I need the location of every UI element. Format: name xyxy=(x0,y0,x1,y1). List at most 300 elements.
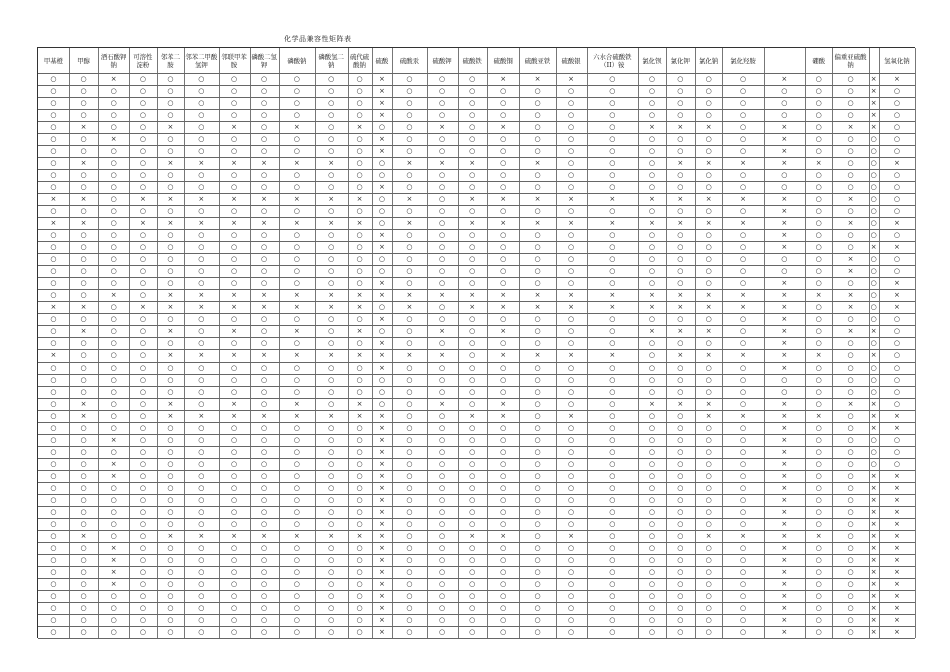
incompatible-mark: × xyxy=(50,303,57,312)
incompatible-mark: × xyxy=(870,243,877,252)
compatible-mark: ○ xyxy=(167,183,174,192)
compatible-mark: ○ xyxy=(406,99,413,108)
incompatible-mark: × xyxy=(781,579,788,588)
compatible-mark: ○ xyxy=(139,183,146,192)
compatible-mark: ○ xyxy=(534,267,541,276)
compatible-mark: ○ xyxy=(80,459,87,468)
compatible-mark: ○ xyxy=(609,243,616,252)
incompatible-mark: × xyxy=(534,75,541,83)
compatible-mark: ○ xyxy=(261,375,268,384)
compatible-mark: ○ xyxy=(568,567,575,576)
compatible-mark: ○ xyxy=(50,111,57,120)
compatible-mark: ○ xyxy=(110,255,117,264)
incompatible-mark: × xyxy=(705,291,712,300)
compatible-mark: ○ xyxy=(50,567,57,576)
compatible-mark: ○ xyxy=(406,339,413,348)
compatible-mark: ○ xyxy=(648,111,655,120)
compatible-mark: ○ xyxy=(261,627,268,636)
compatible-mark: ○ xyxy=(261,615,268,624)
compatible-mark: ○ xyxy=(847,243,854,252)
incompatible-mark: × xyxy=(356,123,363,132)
compatible-mark: ○ xyxy=(328,231,335,240)
compatible-mark: ○ xyxy=(609,387,616,396)
compatible-mark: ○ xyxy=(356,447,363,456)
compatible-mark: ○ xyxy=(261,435,268,444)
compatible-mark: ○ xyxy=(198,567,205,576)
compatible-mark: ○ xyxy=(110,87,117,96)
compatible-mark: ○ xyxy=(781,255,788,264)
incompatible-mark: × xyxy=(893,555,900,564)
compatible-mark: ○ xyxy=(110,279,117,288)
incompatible-mark: × xyxy=(677,195,684,204)
compatible-mark: ○ xyxy=(230,339,238,348)
compatible-mark: ○ xyxy=(815,627,822,636)
compatible-mark: ○ xyxy=(406,495,413,504)
compatible-mark: ○ xyxy=(870,207,877,216)
compatible-mark: ○ xyxy=(469,399,476,408)
incompatible-mark: × xyxy=(378,75,385,83)
compatible-mark: ○ xyxy=(609,255,616,264)
compatible-mark: ○ xyxy=(534,375,541,384)
compatible-mark: ○ xyxy=(198,399,205,408)
incompatible-mark: × xyxy=(378,483,385,492)
compatible-mark: ○ xyxy=(198,183,205,192)
incompatible-mark: × xyxy=(705,303,712,312)
incompatible-mark: × xyxy=(781,147,788,156)
compatible-mark: ○ xyxy=(110,399,117,408)
incompatible-mark: × xyxy=(378,603,385,612)
compatible-mark: ○ xyxy=(677,171,684,180)
compatible-mark: ○ xyxy=(847,231,854,240)
incompatible-mark: × xyxy=(328,351,335,360)
incompatible-mark: × xyxy=(167,291,174,300)
compatible-mark: ○ xyxy=(500,495,507,504)
incompatible-mark: × xyxy=(328,531,335,540)
compatible-mark: ○ xyxy=(677,207,684,216)
compatible-mark: ○ xyxy=(356,591,363,600)
compatible-mark: ○ xyxy=(648,267,655,276)
incompatible-mark: × xyxy=(231,411,237,420)
compatible-mark: ○ xyxy=(439,267,446,276)
incompatible-mark: × xyxy=(677,399,684,408)
compatible-mark: ○ xyxy=(406,543,413,552)
compatible-mark: ○ xyxy=(893,195,900,204)
incompatible-mark: × xyxy=(231,327,237,336)
compatible-mark: ○ xyxy=(261,99,268,108)
compatible-mark: ○ xyxy=(167,507,174,516)
compatible-mark: ○ xyxy=(406,363,413,372)
compatible-mark: ○ xyxy=(568,435,575,444)
incompatible-mark: × xyxy=(356,351,363,360)
compatible-mark: ○ xyxy=(50,603,57,612)
compatible-mark: ○ xyxy=(110,615,117,624)
compatible-mark: ○ xyxy=(677,435,684,444)
compatible-mark: ○ xyxy=(870,183,877,192)
compatible-mark: ○ xyxy=(293,459,300,468)
incompatible-mark: × xyxy=(500,327,507,336)
compatible-mark: ○ xyxy=(893,135,900,144)
compatible-mark: ○ xyxy=(293,555,300,564)
compatible-mark: ○ xyxy=(893,111,900,120)
compatible-mark: ○ xyxy=(139,495,146,504)
compatible-mark: ○ xyxy=(705,183,712,192)
compatible-mark: ○ xyxy=(356,375,363,384)
compatible-mark: ○ xyxy=(50,207,57,216)
compatible-mark: ○ xyxy=(406,255,413,264)
compatible-mark: ○ xyxy=(847,579,854,588)
compatible-mark: ○ xyxy=(139,339,146,348)
compatible-mark: ○ xyxy=(406,279,413,288)
compatible-mark: ○ xyxy=(356,423,363,432)
column-header: 硫酸铜 xyxy=(493,56,513,65)
compatible-mark: ○ xyxy=(739,123,747,132)
column-header: 硼酸 xyxy=(812,56,826,65)
compatible-mark: ○ xyxy=(739,507,747,516)
compatible-mark: ○ xyxy=(439,255,446,264)
compatible-mark: ○ xyxy=(439,483,446,492)
incompatible-mark: × xyxy=(293,327,300,336)
incompatible-mark: × xyxy=(198,351,205,360)
incompatible-mark: × xyxy=(870,351,877,360)
incompatible-mark: × xyxy=(815,159,822,168)
compatible-mark: ○ xyxy=(609,87,616,96)
compatible-mark: ○ xyxy=(893,183,900,192)
compatible-mark: ○ xyxy=(739,327,747,336)
incompatible-mark: × xyxy=(378,243,385,252)
compatible-mark: ○ xyxy=(230,387,238,396)
compatible-mark: ○ xyxy=(406,471,413,480)
compatible-mark: ○ xyxy=(356,231,363,240)
compatible-mark: ○ xyxy=(50,291,57,300)
incompatible-mark: × xyxy=(198,411,205,420)
compatible-mark: ○ xyxy=(705,375,712,384)
compatible-mark: ○ xyxy=(609,615,616,624)
column-header: 硫酸亚铁 xyxy=(524,56,551,65)
incompatible-mark: × xyxy=(568,531,574,540)
incompatible-mark: × xyxy=(847,255,854,264)
compatible-mark: ○ xyxy=(50,555,57,564)
compatible-mark: ○ xyxy=(378,219,385,228)
compatible-mark: ○ xyxy=(469,519,476,528)
compatible-mark: ○ xyxy=(677,471,684,480)
compatible-mark: ○ xyxy=(167,615,174,624)
compatible-mark: ○ xyxy=(406,459,413,468)
compatible-mark: ○ xyxy=(328,519,335,528)
compatible-mark: ○ xyxy=(406,147,413,156)
compatible-mark: ○ xyxy=(328,423,335,432)
compatible-mark: ○ xyxy=(139,207,146,216)
compatible-mark: ○ xyxy=(500,447,507,456)
compatible-mark: ○ xyxy=(293,267,300,276)
compatible-mark: ○ xyxy=(328,315,335,324)
compatible-mark: ○ xyxy=(648,507,655,516)
compatible-mark: ○ xyxy=(568,615,575,624)
compatible-mark: ○ xyxy=(261,579,268,588)
compatible-mark: ○ xyxy=(534,363,541,372)
compatible-mark: ○ xyxy=(406,483,413,492)
compatible-mark: ○ xyxy=(110,171,117,180)
compatible-mark: ○ xyxy=(356,483,363,492)
compatible-mark: ○ xyxy=(739,255,747,264)
compatible-mark: ○ xyxy=(439,339,446,348)
incompatible-mark: × xyxy=(231,219,237,228)
compatible-mark: ○ xyxy=(439,75,446,83)
incompatible-mark: × xyxy=(80,123,87,132)
column-header: 硫酸 xyxy=(375,56,389,65)
compatible-mark: ○ xyxy=(110,303,117,312)
compatible-mark: ○ xyxy=(500,135,507,144)
compatible-mark: ○ xyxy=(705,627,712,636)
compatible-mark: ○ xyxy=(847,591,854,600)
compatible-mark: ○ xyxy=(534,123,541,132)
compatible-mark: ○ xyxy=(677,183,684,192)
compatible-mark: ○ xyxy=(893,87,900,96)
compatible-mark: ○ xyxy=(893,99,900,108)
compatible-mark: ○ xyxy=(198,135,205,144)
compatible-mark: ○ xyxy=(439,135,446,144)
incompatible-mark: × xyxy=(893,627,900,636)
compatible-mark: ○ xyxy=(406,615,413,624)
incompatible-mark: × xyxy=(356,411,363,420)
compatible-mark: ○ xyxy=(293,591,300,600)
compatible-mark: ○ xyxy=(677,543,684,552)
compatible-mark: ○ xyxy=(80,615,87,624)
compatible-mark: ○ xyxy=(198,339,205,348)
compatible-mark: ○ xyxy=(439,627,446,636)
compatible-mark: ○ xyxy=(139,615,146,624)
compatible-mark: ○ xyxy=(328,279,335,288)
incompatible-mark: × xyxy=(378,531,385,540)
compatible-mark: ○ xyxy=(198,423,205,432)
compatible-mark: ○ xyxy=(609,159,616,168)
incompatible-mark: × xyxy=(648,123,655,132)
compatible-mark: ○ xyxy=(609,567,616,576)
compatible-mark: ○ xyxy=(648,591,655,600)
compatible-mark: ○ xyxy=(705,135,712,144)
compatible-mark: ○ xyxy=(469,267,476,276)
compatible-mark: ○ xyxy=(469,351,476,360)
incompatible-mark: × xyxy=(705,219,712,228)
compatible-mark: ○ xyxy=(815,603,822,612)
incompatible-mark: × xyxy=(167,195,174,204)
compatible-mark: ○ xyxy=(356,471,363,480)
incompatible-mark: × xyxy=(406,351,413,360)
compatible-mark: ○ xyxy=(110,231,117,240)
incompatible-mark: × xyxy=(50,351,57,360)
compatible-mark: ○ xyxy=(870,303,877,312)
incompatible-mark: × xyxy=(677,123,684,132)
compatible-mark: ○ xyxy=(739,171,747,180)
compatible-mark: ○ xyxy=(469,135,476,144)
compatible-mark: ○ xyxy=(500,231,507,240)
compatible-mark: ○ xyxy=(847,411,854,420)
incompatible-mark: × xyxy=(378,291,385,300)
incompatible-mark: × xyxy=(893,243,900,252)
compatible-mark: ○ xyxy=(50,135,57,144)
incompatible-mark: × xyxy=(781,315,788,324)
compatible-mark: ○ xyxy=(469,315,476,324)
compatible-mark: ○ xyxy=(677,459,684,468)
compatible-mark: ○ xyxy=(167,375,174,384)
compatible-mark: ○ xyxy=(293,519,300,528)
incompatible-mark: × xyxy=(378,459,385,468)
compatible-mark: ○ xyxy=(469,339,476,348)
compatible-mark: ○ xyxy=(261,447,268,456)
compatible-mark: ○ xyxy=(328,591,335,600)
compatible-mark: ○ xyxy=(439,363,446,372)
compatible-mark: ○ xyxy=(609,603,616,612)
incompatible-mark: × xyxy=(439,327,446,336)
compatible-mark: ○ xyxy=(110,507,117,516)
compatible-mark: ○ xyxy=(293,387,300,396)
compatible-mark: ○ xyxy=(648,567,655,576)
compatible-mark: ○ xyxy=(739,495,747,504)
compatible-mark: ○ xyxy=(110,195,117,204)
incompatible-mark: × xyxy=(705,351,712,360)
incompatible-mark: × xyxy=(870,543,877,552)
compatible-mark: ○ xyxy=(469,459,476,468)
compatible-mark: ○ xyxy=(198,231,205,240)
compatible-mark: ○ xyxy=(110,99,117,108)
compatible-mark: ○ xyxy=(198,495,205,504)
compatible-mark: ○ xyxy=(230,579,238,588)
compatible-mark: ○ xyxy=(893,255,900,264)
compatible-mark: ○ xyxy=(847,555,854,564)
incompatible-mark: × xyxy=(469,411,476,420)
compatible-mark: ○ xyxy=(469,483,476,492)
compatible-mark: ○ xyxy=(198,171,205,180)
incompatible-mark: × xyxy=(139,303,146,312)
compatible-mark: ○ xyxy=(167,543,174,552)
compatible-mark: ○ xyxy=(80,507,87,516)
compatible-mark: ○ xyxy=(500,255,507,264)
compatible-mark: ○ xyxy=(870,135,877,144)
compatible-mark: ○ xyxy=(230,255,238,264)
compatible-mark: ○ xyxy=(870,435,877,444)
incompatible-mark: × xyxy=(781,627,788,636)
compatible-mark: ○ xyxy=(139,627,146,636)
compatible-mark: ○ xyxy=(568,387,575,396)
incompatible-mark: × xyxy=(609,351,616,360)
incompatible-mark: × xyxy=(870,591,877,600)
compatible-mark: ○ xyxy=(739,483,747,492)
compatible-mark: ○ xyxy=(167,435,174,444)
compatible-mark: ○ xyxy=(167,147,174,156)
incompatible-mark: × xyxy=(893,567,900,576)
incompatible-mark: × xyxy=(781,507,788,516)
column-header: 酒石酸钾钠 xyxy=(100,52,127,69)
compatible-mark: ○ xyxy=(328,471,335,480)
compatible-mark: ○ xyxy=(293,315,300,324)
compatible-mark: ○ xyxy=(739,423,747,432)
compatible-mark: ○ xyxy=(328,555,335,564)
compatible-mark: ○ xyxy=(139,387,146,396)
compatible-mark: ○ xyxy=(328,147,335,156)
compatible-mark: ○ xyxy=(230,87,238,96)
incompatible-mark: × xyxy=(378,339,385,348)
incompatible-mark: × xyxy=(705,159,712,168)
incompatible-mark: × xyxy=(870,495,877,504)
compatible-mark: ○ xyxy=(677,147,684,156)
compatible-mark: ○ xyxy=(328,339,335,348)
compatible-mark: ○ xyxy=(293,99,300,108)
compatible-mark: ○ xyxy=(609,459,616,468)
compatible-mark: ○ xyxy=(469,243,476,252)
compatible-mark: ○ xyxy=(261,243,268,252)
incompatible-mark: × xyxy=(378,435,385,444)
incompatible-mark: × xyxy=(893,219,900,228)
incompatible-mark: × xyxy=(231,291,237,300)
incompatible-mark: × xyxy=(781,591,788,600)
compatible-mark: ○ xyxy=(815,543,822,552)
compatible-mark: ○ xyxy=(781,267,788,276)
compatible-mark: ○ xyxy=(198,615,205,624)
incompatible-mark: × xyxy=(781,555,788,564)
compatible-mark: ○ xyxy=(328,99,335,108)
compatible-mark: ○ xyxy=(870,459,877,468)
incompatible-mark: × xyxy=(870,531,877,540)
compatible-mark: ○ xyxy=(356,387,363,396)
column-header: 偏重亚硫酸钠 xyxy=(834,52,867,69)
column-header: 六水合硫酸铁（II）铵 xyxy=(593,52,632,69)
compatible-mark: ○ xyxy=(378,303,385,312)
compatible-mark: ○ xyxy=(230,555,238,564)
incompatible-mark: × xyxy=(50,219,57,228)
incompatible-mark: × xyxy=(80,327,87,336)
compatible-mark: ○ xyxy=(705,279,712,288)
compatible-mark: ○ xyxy=(328,135,335,144)
column-header: 磷酸钠 xyxy=(287,56,307,65)
compatible-mark: ○ xyxy=(167,75,174,83)
incompatible-mark: × xyxy=(406,159,413,168)
compatible-mark: ○ xyxy=(609,99,616,108)
compatible-mark: ○ xyxy=(439,555,446,564)
incompatible-mark: × xyxy=(439,291,446,300)
compatible-mark: ○ xyxy=(293,507,300,516)
compatible-mark: ○ xyxy=(198,387,205,396)
compatible-mark: ○ xyxy=(110,375,117,384)
compatible-mark: ○ xyxy=(893,387,900,396)
compatible-mark: ○ xyxy=(50,519,57,528)
compatible-mark: ○ xyxy=(500,615,507,624)
compatible-mark: ○ xyxy=(139,147,146,156)
compatible-mark: ○ xyxy=(469,255,476,264)
compatible-mark: ○ xyxy=(328,183,335,192)
column-divider xyxy=(915,48,916,638)
compatible-mark: ○ xyxy=(469,615,476,624)
compatible-mark: ○ xyxy=(230,591,238,600)
compatible-mark: ○ xyxy=(139,483,146,492)
incompatible-mark: × xyxy=(781,303,788,312)
compatible-mark: ○ xyxy=(500,339,507,348)
incompatible-mark: × xyxy=(261,159,268,168)
compatible-mark: ○ xyxy=(328,603,335,612)
compatible-mark: ○ xyxy=(261,471,268,480)
compatible-mark: ○ xyxy=(568,627,575,636)
compatible-mark: ○ xyxy=(469,111,476,120)
compatible-mark: ○ xyxy=(739,183,747,192)
compatible-mark: ○ xyxy=(815,507,822,516)
compatible-mark: ○ xyxy=(677,531,684,540)
compatible-mark: ○ xyxy=(705,75,712,83)
compatible-mark: ○ xyxy=(847,615,854,624)
compatible-mark: ○ xyxy=(648,243,655,252)
compatible-mark: ○ xyxy=(815,567,822,576)
compatible-mark: ○ xyxy=(293,231,300,240)
incompatible-mark: × xyxy=(705,123,712,132)
incompatible-mark: × xyxy=(781,195,788,204)
incompatible-mark: × xyxy=(568,195,574,204)
